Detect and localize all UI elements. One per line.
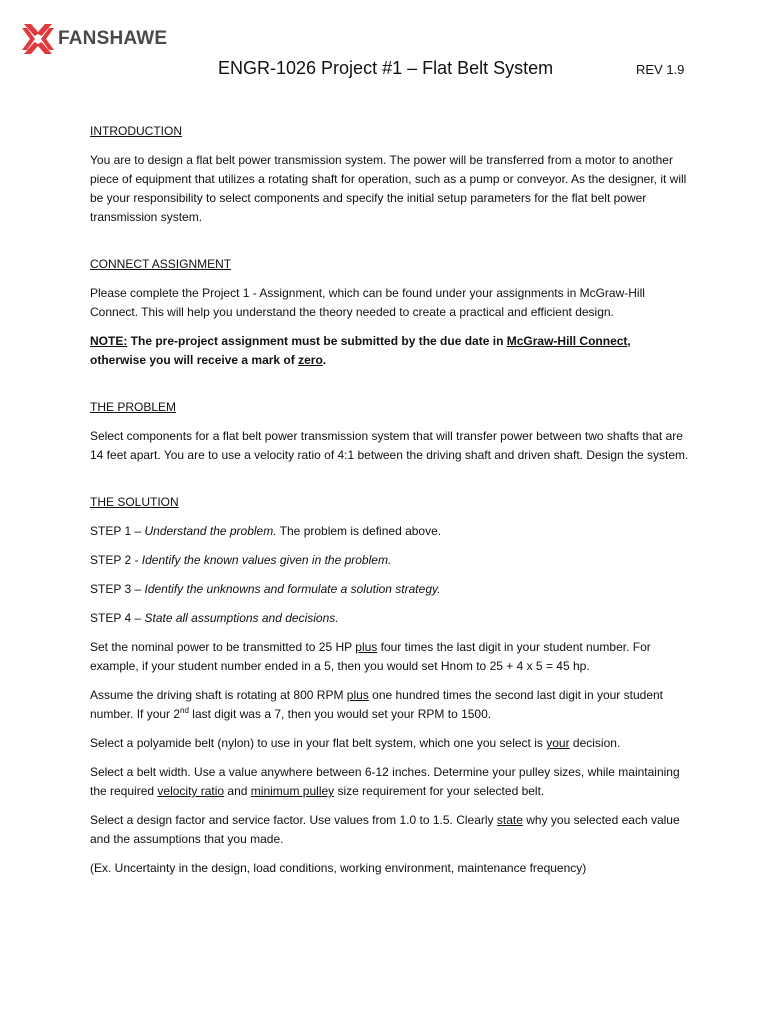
example-note: (Ex. Uncertainty in the design, load conditions, working environment, maintenance frequency)	[90, 861, 587, 875]
logo-text: FANSHAWE	[58, 28, 168, 49]
step-3: STEP 3 – Identify the unknowns and formulate a solution strategy.	[90, 582, 441, 596]
fanshawe-emblem-icon	[22, 22, 54, 56]
step-2: STEP 2 - Identify the known values given in the problem.	[90, 553, 392, 567]
connect-heading: CONNECT ASSIGNMENT	[90, 257, 232, 271]
intro-paragraph: You are to design a flat belt power transmission system. The power will be transferred from a motor to another piece of equipment that utilizes a rotating shaft for operation, such as a pump or conveyor. As the designer, it will be your responsibility to select components and specify the initial setup parameters for the flat belt power transmission system.	[90, 153, 687, 224]
revision-label: REV 1.9	[636, 62, 685, 77]
belt-width-paragraph: Select a belt width. Use a value anywhere between 6-12 inches. Determine your pulley sizes, while maintaining the required velocity ratio and minimum pulley size requirement for your selected belt.	[90, 765, 680, 798]
power-paragraph: Set the nominal power to be transmitted to 25 HP plus four times the last digit in your student number. For example, if your student number ended in a 5, then you would set Hnom to 25 + 4 x 5 = 45 hp.	[90, 640, 651, 673]
belt-selection-paragraph: Select a polyamide belt (nylon) to use in your flat belt system, which one you select is your decision.	[90, 736, 621, 750]
note-label: NOTE:	[90, 334, 128, 348]
design-factor-paragraph: Select a design factor and service factor. Use values from 1.0 to 1.5. Clearly state why you selected each value and the assumptions that you made.	[90, 813, 680, 846]
rpm-paragraph: Assume the driving shaft is rotating at 800 RPM plus one hundred times the second last digit in your student number. If your 2nd last digit was a 7, then you would set your RPM to 1500.	[90, 688, 663, 721]
fanshawe-logo	[22, 22, 167, 56]
intro-heading: INTRODUCTION	[90, 124, 182, 138]
step-4: STEP 4 – State all assumptions and decisions.	[90, 611, 339, 625]
document-body	[90, 122, 690, 878]
problem-heading: THE PROBLEM	[90, 400, 177, 414]
note-paragraph: NOTE: The pre-project assignment must be submitted by the due date in McGraw-Hill Connect, otherwise you will receive a mark of zero.	[90, 334, 631, 367]
problem-paragraph: Select components for a flat belt power transmission system that will transfer power between two shafts that are 14 feet apart. You are to use a velocity ratio of 4:1 between the driving shaft and driven shaft. Design the system.	[90, 429, 689, 462]
connect-paragraph: Please complete the Project 1 - Assignment, which can be found under your assignments in McGraw-Hill Connect. This will help you understand the theory needed to create a practical and efficient design.	[90, 286, 645, 319]
page-title: ENGR-1026 Project #1 – Flat Belt System	[218, 58, 554, 78]
solution-heading: THE SOLUTION	[90, 495, 179, 509]
zero-emphasis: zero	[298, 353, 323, 367]
mcgraw-hill-connect-link[interactable]: McGraw-Hill Connect	[506, 334, 628, 348]
step-1: STEP 1 – Understand the problem. The problem is defined above.	[90, 524, 442, 538]
